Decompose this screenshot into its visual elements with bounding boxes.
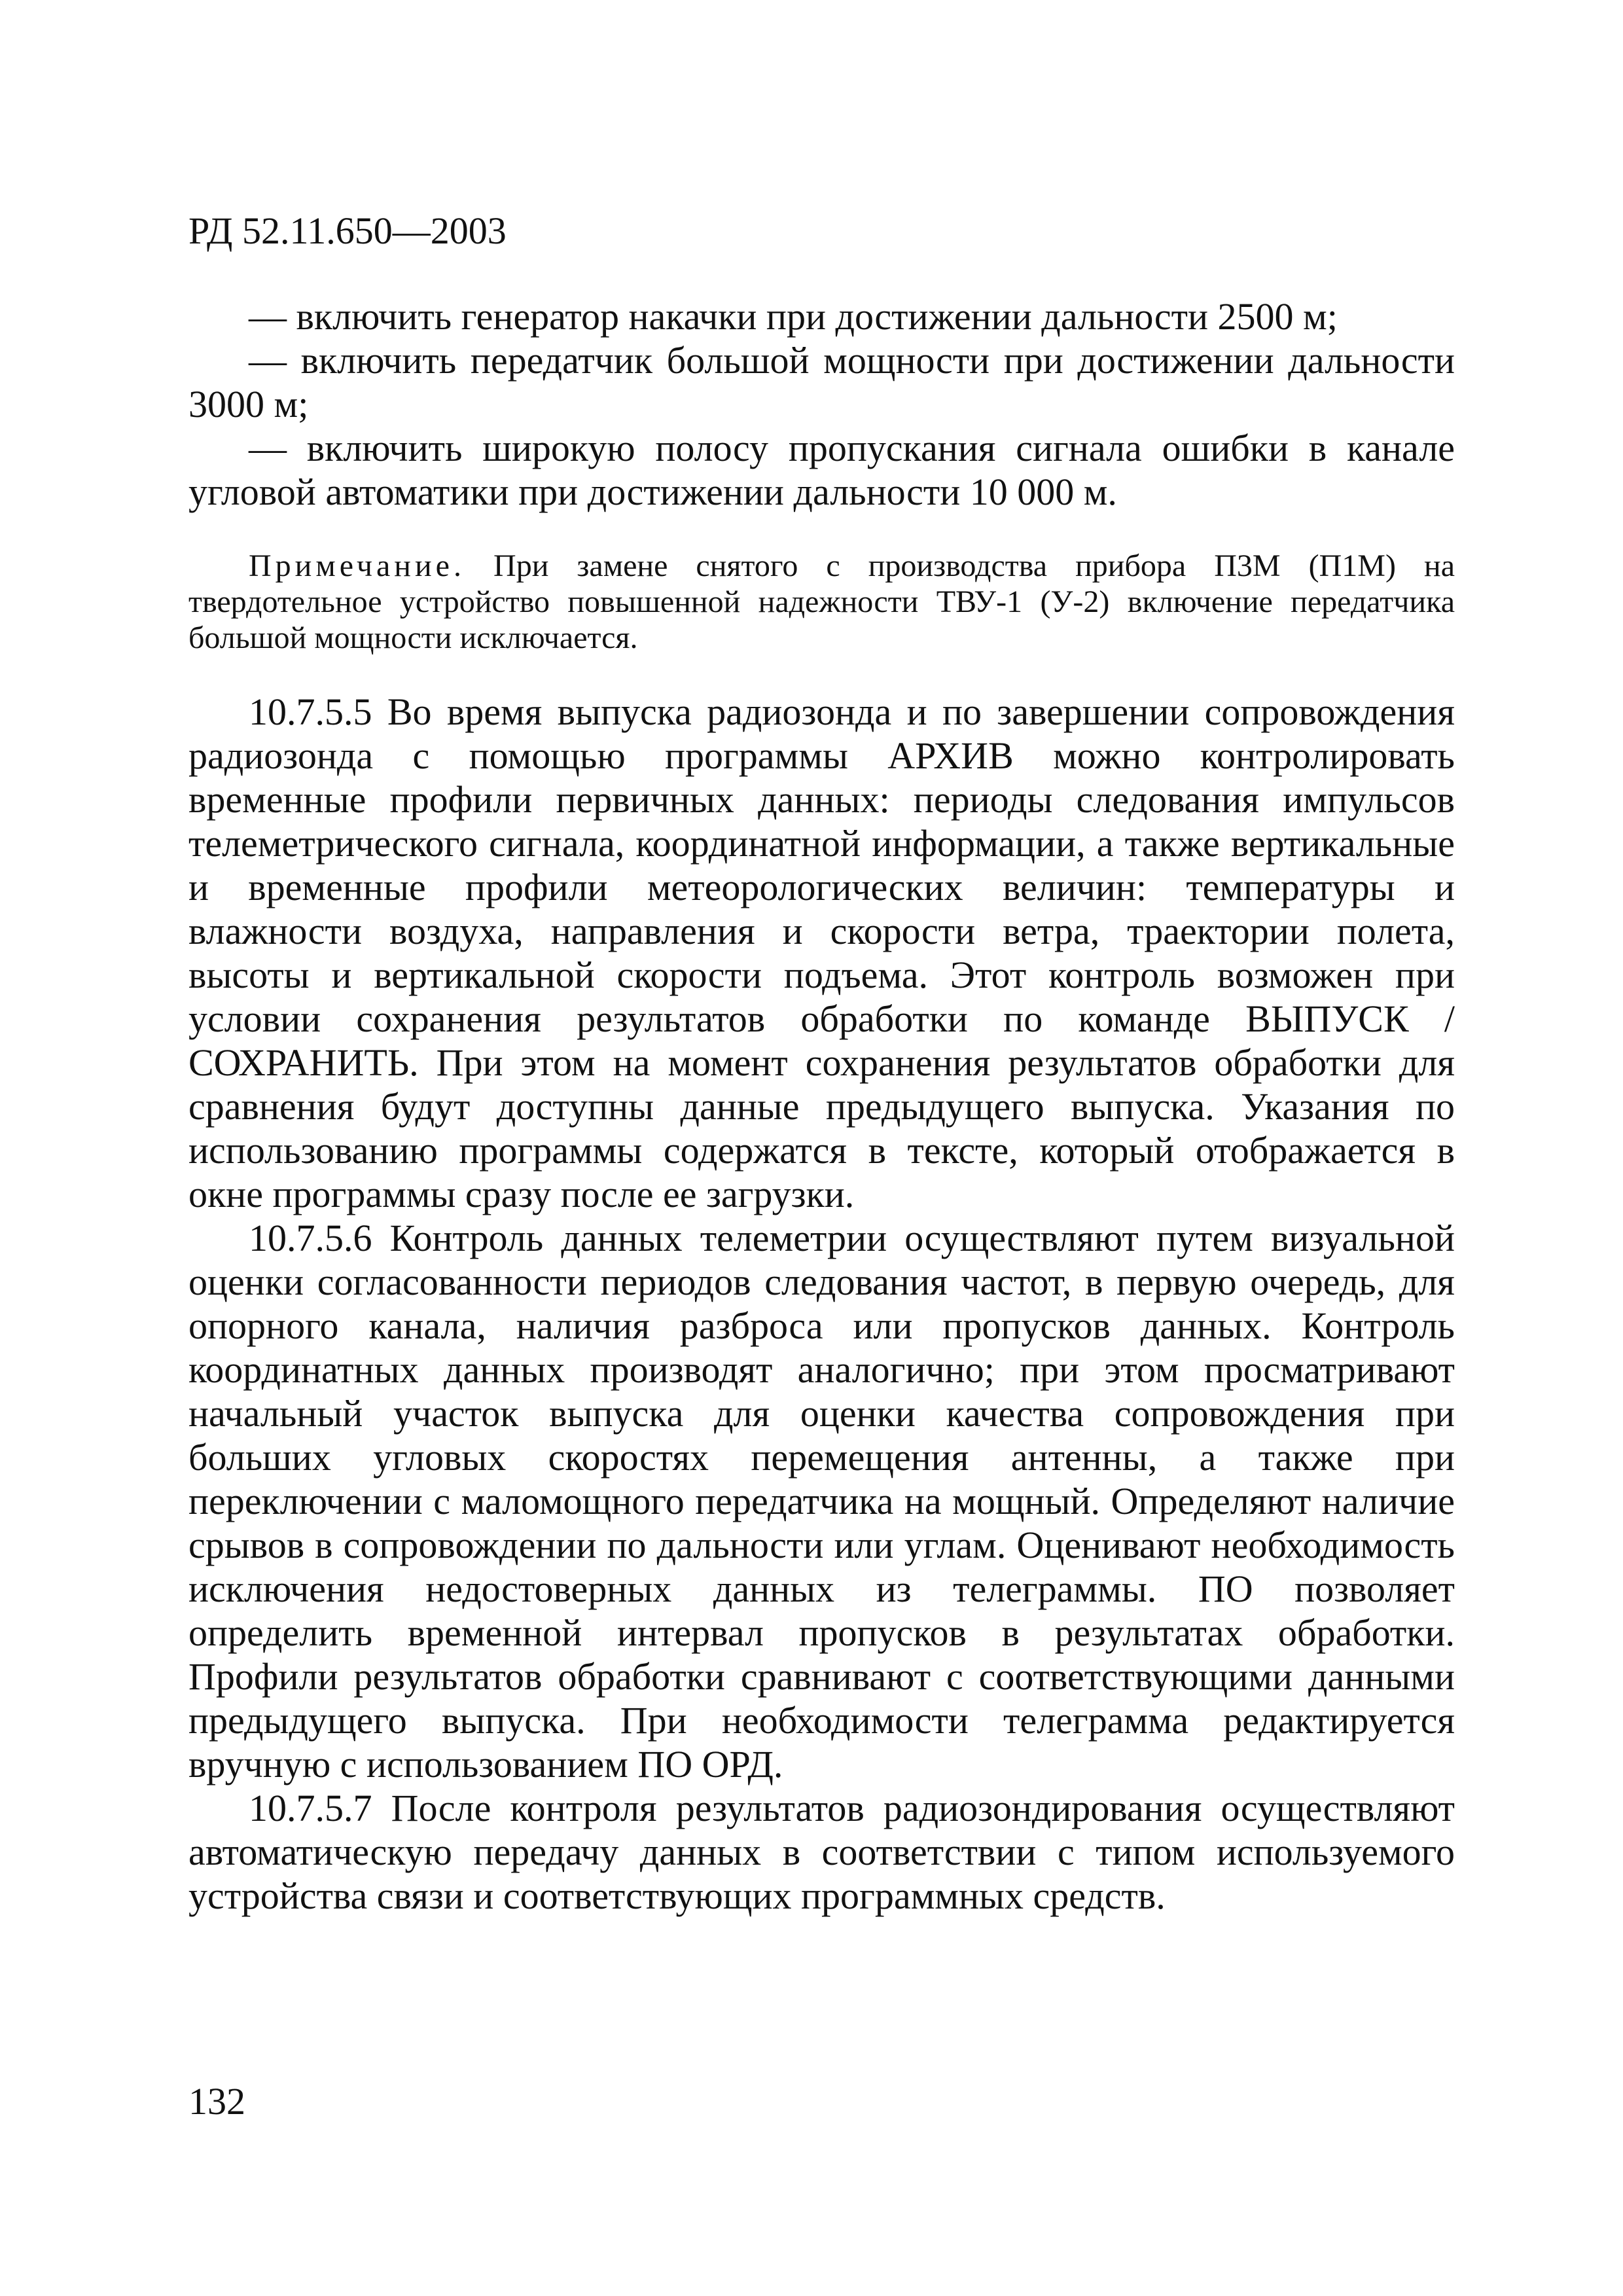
paragraph-10-7-5-5: 10.7.5.5 Во время выпуска радиозонда и по завершении сопровождения радиозонда с помощью программы АРХИВ можно контролировать временные профили первичных данных: периоды следования импульсов телеметрического сигнала, координатной информации, а также вертикальные и временные профили метеорологических величин: температуры и влажности воздуха, направления и скорости ветра, траектории полета, высоты и вертикальной скорости подъема. Этот контроль возможен при условии сохранения результатов обработки по команде ВЫПУСК / СОХРАНИТЬ. При этом на момент сохранения результатов обработки для сравнения будут доступны данные предыдущего выпуска. Указания по использованию программы содержатся в тексте, который отображается в окне программы сразу после ее загрузки. bbox=[188, 691, 1455, 1215]
list-item: — включить широкую полосу пропускания сигнала ошибки в канале угловой автоматики при достижении дальности 10 000 м. bbox=[188, 427, 1455, 513]
document-code: РД 52.11.650—2003 bbox=[188, 209, 507, 252]
note-text: При замене снятого с производства прибора П3М (П1М) на твердотельное устройство повышенной надежности ТВУ-1 (У-2) включение передатчика большой мощности исключается. bbox=[188, 548, 1455, 655]
list-item: — включить передатчик большой мощности при достижении дальности 3000 м; bbox=[188, 339, 1455, 425]
document-body bbox=[188, 295, 1455, 1918]
list-item: — включить генератор накачки при достижении дальности 2500 м; bbox=[249, 295, 1338, 338]
note bbox=[188, 548, 1455, 656]
paragraph-10-7-5-7: 10.7.5.7 После контроля результатов радиозондирования осуществляют автоматическую передачу данных в соответствии с типом используемого устройства связи и соответствующих программных средств. bbox=[188, 1787, 1455, 1917]
note-label: Примечание. bbox=[249, 548, 465, 583]
page-number: 132 bbox=[188, 2080, 245, 2123]
paragraph-10-7-5-6: 10.7.5.6 Контроль данных телеметрии осуществляют путем визуальной оценки согласованности периодов следования частот, в первую очередь, для опорного канала, наличия разброса или пропусков данных. Контроль координатных данных производят аналогично; при этом просматривают начальный участок выпуска для оценки качества сопровождения при больших угловых скоростях перемещения антенны, а также при переключении с маломощного передатчика на мощный. Определяют наличие срывов в сопровождении по дальности или углам. Оценивают необходимость исключения недостоверных данных из телеграммы. ПО позволяет определить временной интервал пропусков в результатах обработки. Профили результатов обработки сравнивают с соответствующими данными предыдущего выпуска. При необходимости телеграмма редактируется вручную с использованием ПО ОРД. bbox=[188, 1217, 1455, 1785]
